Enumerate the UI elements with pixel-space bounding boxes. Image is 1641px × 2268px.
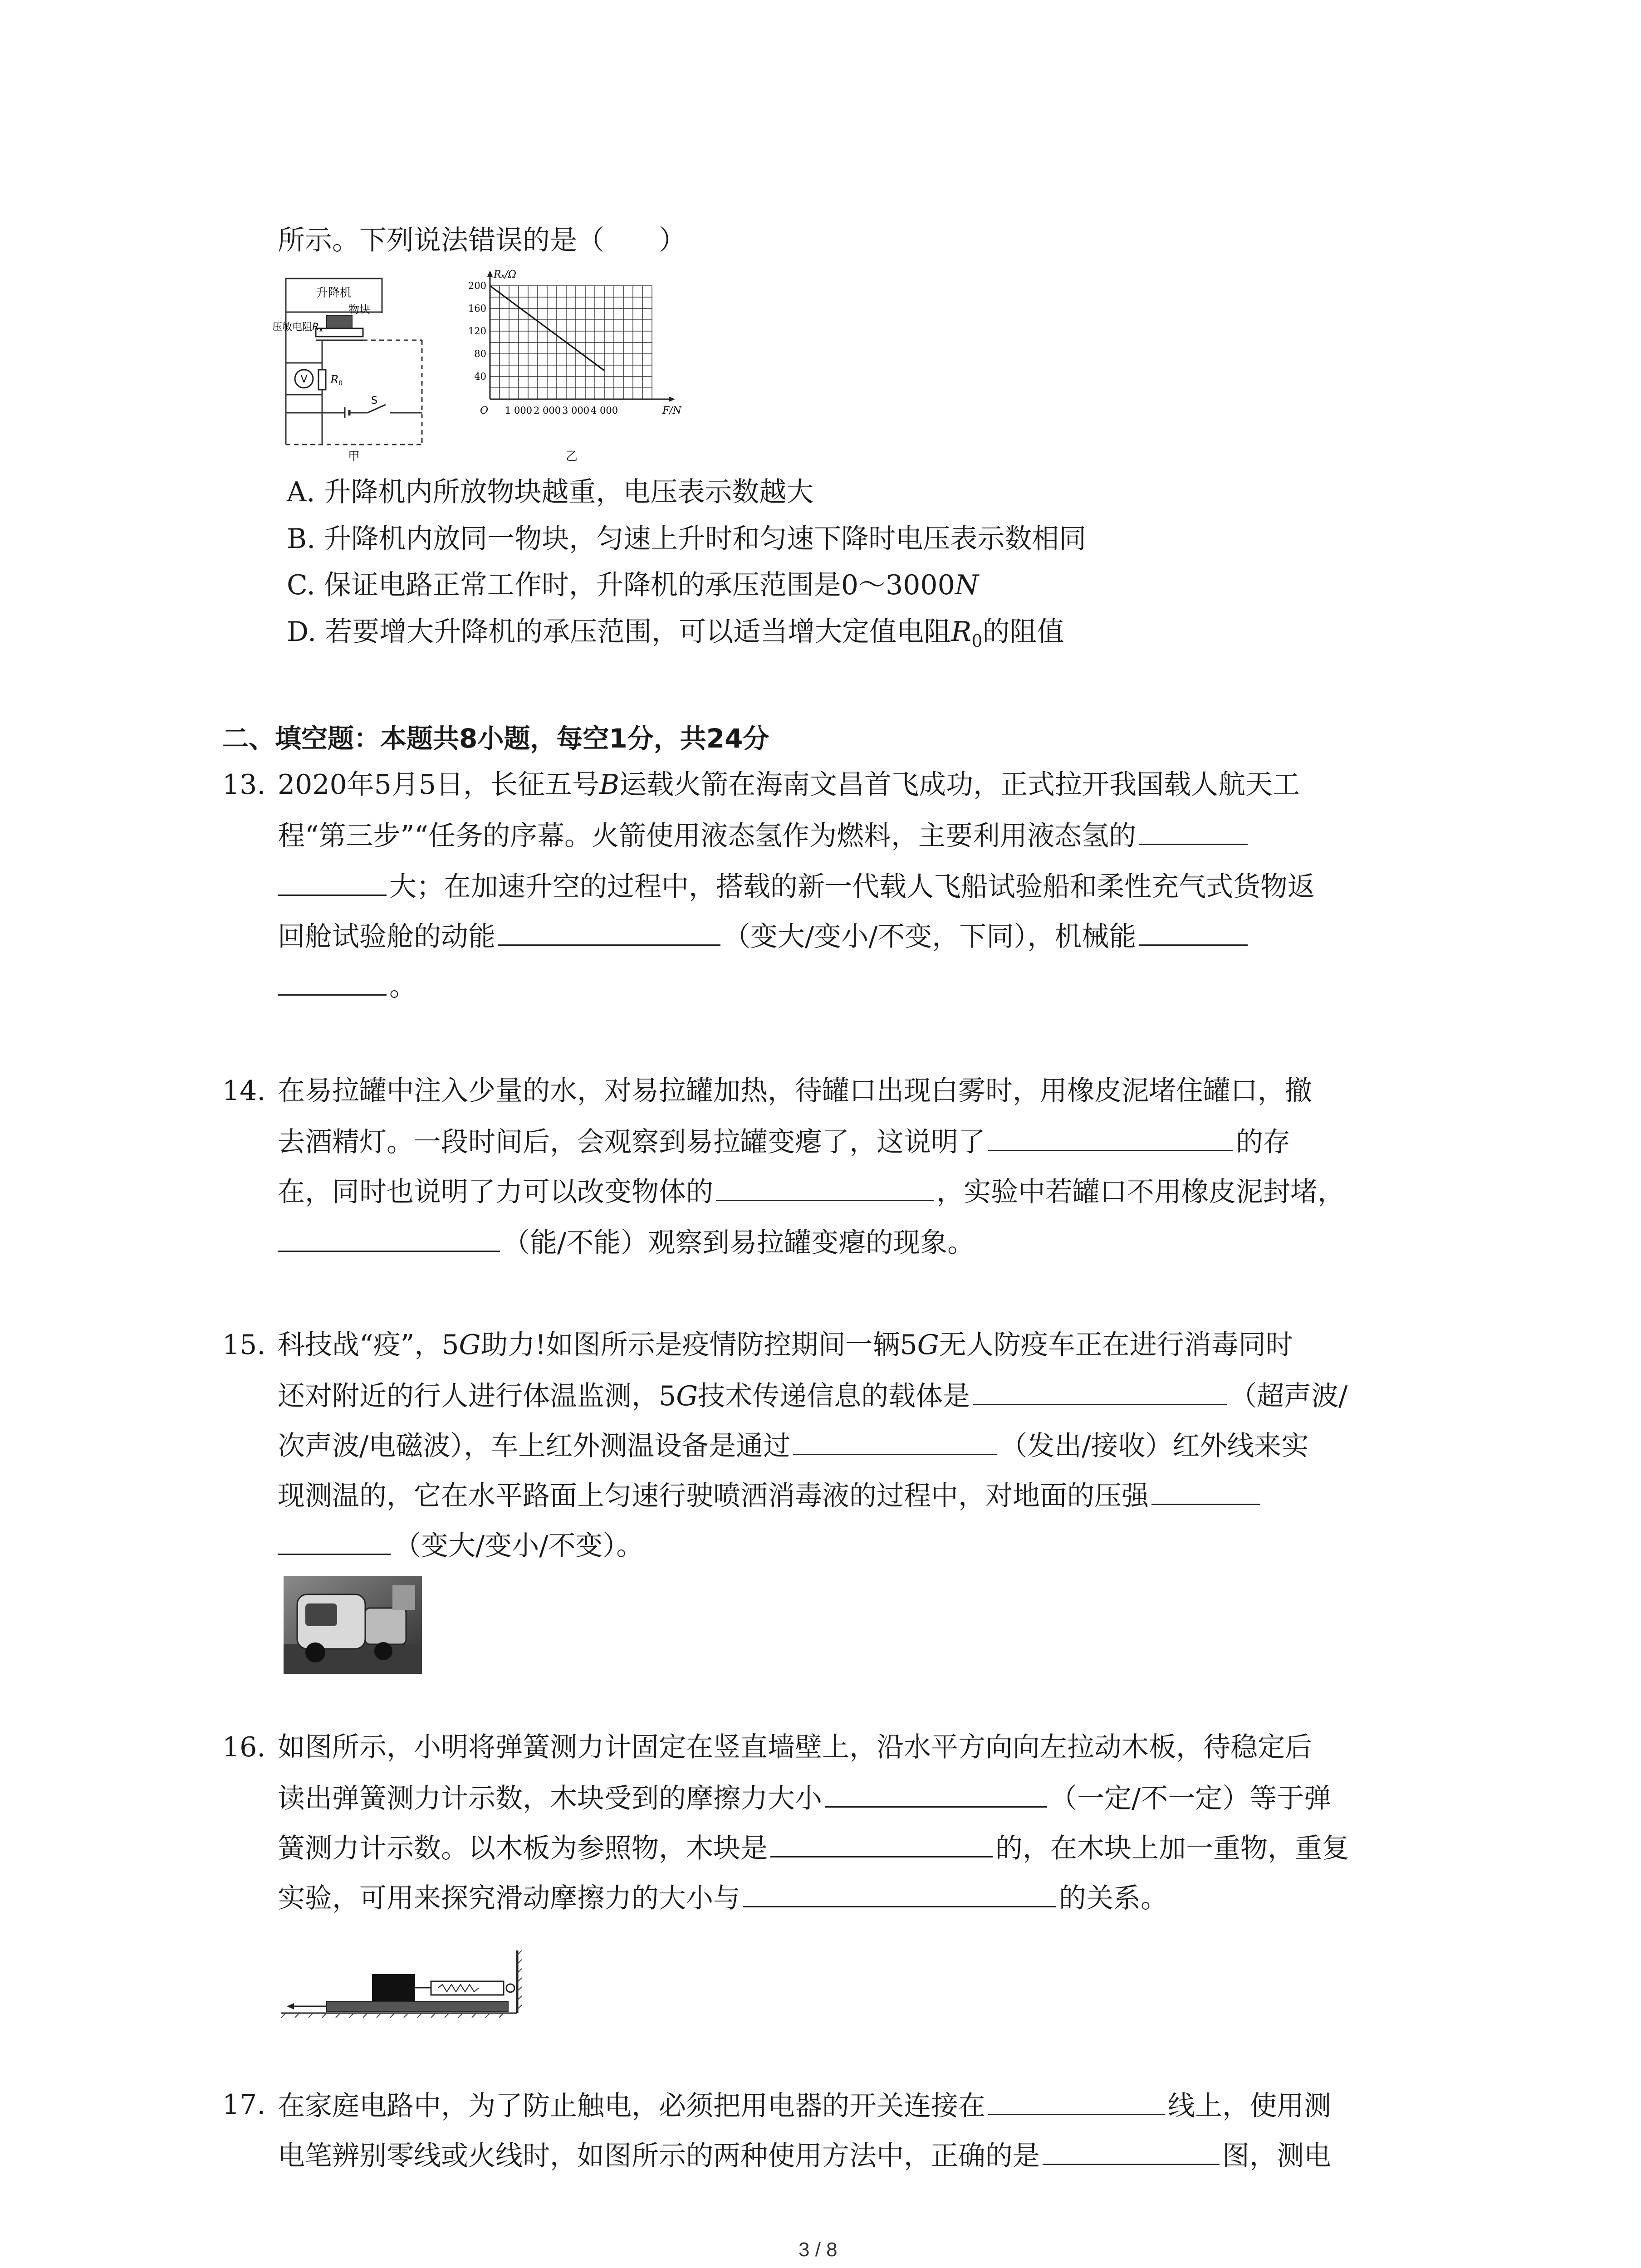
circuit-diagram — [272, 272, 436, 463]
q13-blank-3[interactable] — [1139, 917, 1248, 946]
x-axis-label: F/N — [662, 405, 681, 416]
q14-line-3: 在，同时也说明了力可以改变物体的 ，实验中若罐口不用橡皮泥封堵， — [278, 1173, 1345, 1210]
q14-blank-2[interactable] — [716, 1173, 934, 1201]
q15-blank-2[interactable] — [793, 1427, 997, 1455]
q14-blank-3[interactable] — [278, 1223, 500, 1252]
elevator-label: 升降机 — [316, 286, 352, 300]
block-label: 物块 — [348, 303, 370, 316]
q17-number: 17. — [222, 2089, 266, 2121]
q17-line-1: 在家庭电路中，为了防止触电，必须把用电器的开关连接在 线上，使用测 — [278, 2087, 1331, 2124]
r0-label: R0 — [330, 373, 343, 387]
block-shape — [327, 316, 352, 328]
q17-blank-2[interactable] — [1043, 2136, 1220, 2165]
q15-line-2: 还对附近的行人进行体温监测，5G技术传递信息的载体是 （超声波/ — [278, 1377, 1347, 1414]
q13-number: 13. — [222, 769, 266, 801]
q13-line-3: 大；在加速升空的过程中，搭载的新一代载人飞船试验船和柔性充气式货物返 — [278, 867, 1315, 905]
q16-blank-2[interactable] — [770, 1829, 993, 1857]
q14-line-1: 在易拉罐中注入少量的水，对易拉罐加热，待罐口出现白雾时，用橡皮泥堵住罐口，撤 — [278, 1075, 1312, 1107]
sensor-label: 压敏电阻Rx — [272, 322, 323, 334]
q15-blank-3[interactable] — [1151, 1476, 1260, 1505]
q15-line-4: 现测温的，它在水平路面上匀速行驶喷洒消毒液的过程中，对地面的压强 — [278, 1476, 1263, 1514]
resistor-r0-shape — [318, 370, 326, 390]
svg-text:80: 80 — [474, 348, 486, 359]
q14-blank-1[interactable] — [988, 1123, 1233, 1151]
svg-text:4 000: 4 000 — [590, 405, 618, 416]
figure-a-caption: 甲 — [348, 450, 360, 463]
q15-blank-1[interactable] — [973, 1377, 1227, 1405]
figure-b-caption: 乙 — [565, 450, 578, 463]
q16-line-2: 读出弹簧测力计示数，木块受到的摩擦力大小 （一定/不一定）等于弹 — [278, 1779, 1331, 1817]
q14-number: 14. — [222, 1075, 266, 1107]
q15-blank-3-cont[interactable] — [278, 1526, 391, 1555]
q16-line-4: 实验，可用来探究滑动摩擦力的大小与 的关系。 — [278, 1879, 1168, 1916]
q13-blank-2[interactable] — [498, 917, 720, 946]
q13-line-2: 程“第三步”“任务的序幕。火箭使用液态氢作为燃料，主要利用液态氢的 — [278, 816, 1250, 854]
option-a: A. 升降机内所放物块越重，电压表示数越大 — [287, 476, 814, 508]
y-axis-label: Rₓ/Ω — [494, 269, 517, 280]
q14-line-2: 去酒精灯。一段时间后，会观察到易拉罐变瘪了，这说明了 的存 — [278, 1123, 1290, 1160]
q15-number: 15. — [222, 1329, 266, 1361]
section-title: 二、填空题：本题共8小题，每空1分，共24分 — [222, 723, 769, 754]
q13-blank-1[interactable] — [1139, 816, 1248, 845]
q15-line-5: （变大/变小/不变）。 — [278, 1526, 643, 1564]
q15-line-1: 科技战“疫”，5G助力!如图所示是疫情防控期间一辆5G无人防疫车正在进行消毒同时 — [278, 1329, 1293, 1361]
svg-text:1 000: 1 000 — [505, 405, 533, 416]
q12-intro: 所示。下列说法错误的是（ ） — [278, 225, 686, 256]
q16-line-3: 簧测力计示数。以木板为参照物，木块是 的，在木块上加一重物，重复 — [278, 1829, 1349, 1867]
board-shape — [327, 2001, 508, 2011]
q17-blank-1[interactable] — [988, 2087, 1165, 2115]
disinfection-vehicle-photo — [284, 1576, 422, 1674]
svg-text:2 000: 2 000 — [533, 405, 561, 416]
q13-line-1: 2020年5月5日，长征五号B运载火箭在海南文昌首飞成功，正式拉开我国载人航天工 — [278, 769, 1300, 801]
q14-line-4: （能/不能）观察到易拉罐变瘪的现象。 — [278, 1223, 975, 1261]
option-b: B. 升降机内放同一物块，匀速上升时和匀速下降时电压表示数相同 — [287, 523, 1087, 555]
svg-text:3 000: 3 000 — [562, 405, 590, 416]
svg-text:40: 40 — [474, 371, 486, 382]
friction-experiment-diagram — [281, 1937, 535, 2019]
svg-text:120: 120 — [468, 326, 486, 337]
q16-blank-1[interactable] — [825, 1779, 1047, 1808]
svg-text:O: O — [480, 405, 489, 416]
q13-line-4: 回舱试验舱的动能 （变大/变小/不变，下同），机械能 — [278, 917, 1250, 955]
q16-number: 16. — [222, 1731, 266, 1763]
q13-line-5: 。 — [278, 967, 416, 1005]
option-c: C. 保证电路正常工作时，升降机的承压范围是0～3000N — [287, 569, 979, 601]
page-number: 3 / 8 — [798, 2239, 838, 2261]
wooden-block-shape — [372, 1974, 415, 2001]
svg-text:200: 200 — [468, 280, 486, 291]
svg-text:V: V — [300, 374, 308, 385]
q16-line-1: 如图所示，小明将弹簧测力计固定在竖直墙壁上，沿水平方向向左拉动木板，待稳定后 — [278, 1731, 1312, 1763]
q13-blank-3-cont[interactable] — [278, 967, 387, 996]
resistance-force-graph — [458, 268, 703, 463]
q15-line-3: 次声波/电磁波），车上红外测温设备是通过 （发出/接收）红外线来实 — [278, 1427, 1308, 1464]
svg-text:S: S — [371, 395, 377, 406]
q13-blank-1-cont[interactable] — [278, 867, 387, 896]
q17-line-2: 电笔辨别零线或火线时，如图所示的两种使用方法中，正确的是 图，测电 — [278, 2136, 1331, 2174]
q16-blank-3[interactable] — [743, 1879, 1056, 1907]
option-d: D. 若要增大升降机的承压范围，可以适当增大定值电阻$R_0$的阻值 — [287, 616, 1064, 651]
svg-text:160: 160 — [468, 303, 486, 314]
